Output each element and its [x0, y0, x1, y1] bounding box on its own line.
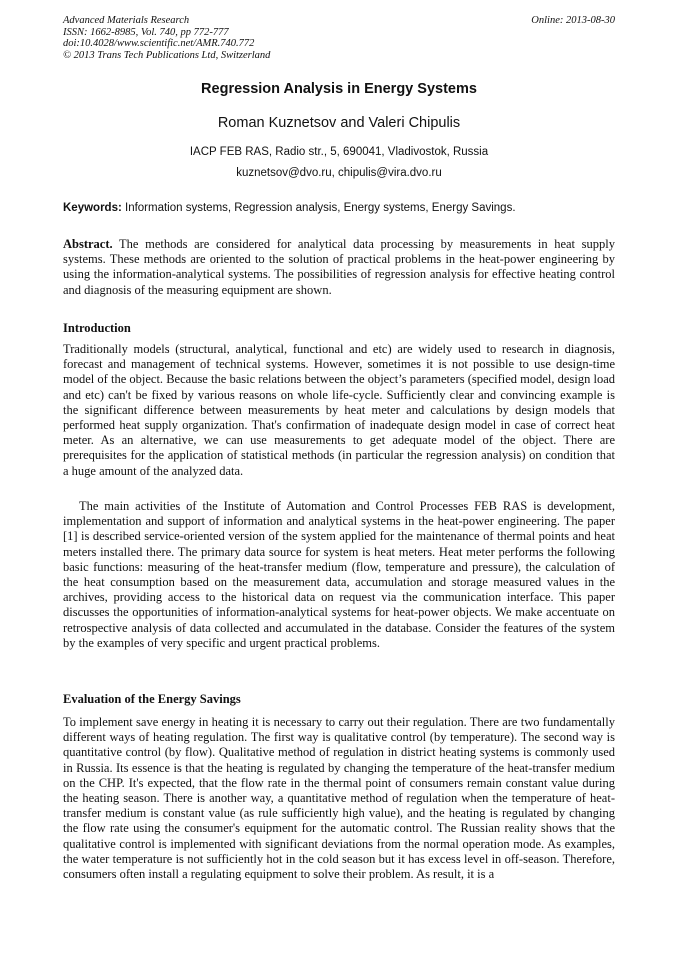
abstract-label: Abstract.: [63, 237, 113, 251]
introduction-paragraph-2: The main activities of the Institute of Automation and Control Processes FEB RAS is development, implementation and support of information and analytical systems in the heat-power engineering. The paper [1] is described service-oriented version of the system applied for the maintenance of thermal points and heat meters installed there. The primary data source for system is heat meters. Heat meter performs the following basic functions: measuring of the heat-transfer medium (flow, temperature and pressure), the calculation of the heat consumption based on the measurement data, accumulation and storage measured values in the archives, providing access to the historical data on request via the communication interface. This paper discusses the opportunities of information-analytical systems for heat-power objects. We make accentuate on retrospective analysis of data collected and accumulated in the database. Consider the features of the system by the examples of very specific and urgent practical problems.: [63, 499, 615, 650]
section-heading-evaluation: Evaluation of the Energy Savings: [63, 692, 241, 706]
abstract-text: The methods are considered for analytical data processing by measurements in heat supply systems. These methods are oriented to the solution of practical problems in the heat-power engineering by using the information-analytical systems. The possibilities of regression analysis for effective heating control and diagnosis of the measuring equipment are shown.: [63, 237, 615, 297]
introduction-paragraph-1: Traditionally models (structural, analytical, functional and etc) are widely used to research in diagnosis, forecast and management of technical systems. However, sometimes it is not possible to use design-time model of the object. Because the basic relations between the object’s parameters (specified model, design load and etc) can't be fixed by various reasons on whole life-cycle. Sufficiently clear and convincing example is the significant difference between measurements by heat meter and calculations by design models that performed heat supply organization. That's confirmation of inadequate design model in case of correct heat meter. As an alternative, we can use measurements to get adequate model of the object. There are prerequisites for the application of statistical methods (in particular the regression analysis) on condition that a huge amount of the analyzed data.: [63, 342, 615, 478]
keywords-label: Keywords:: [63, 202, 122, 214]
keywords-text: Information systems, Regression analysis, Energy systems, Energy Savings.: [125, 202, 516, 214]
keywords: [63, 202, 615, 214]
section-heading-introduction: Introduction: [63, 321, 131, 335]
issn-line: ISSN: 1662-8985, Vol. 740, pp 772-777: [63, 26, 229, 38]
authors: Roman Kuznetsov and Valeri Chipulis: [217, 115, 461, 131]
paper-title: Regression Analysis in Energy Systems: [201, 81, 477, 97]
page-header: [63, 15, 615, 61]
online-date: Online: 2013-08-30: [531, 15, 615, 26]
evaluation-paragraph-1: To implement save energy in heating it is necessary to carry out their regulation. There are two fundamentally different ways of heating regulation. The first way is qualitative control (by temperature). The second way is quantitative control (by flow). Qualitative method of regulation in district heating systems is commonly used in Russia. Its essence is that the heating is regulated by changing the temperature of the heat-transfer medium on the CHP. It's expected, that the flow rate in the thermal point of consumers remain constant value during the heating season. There is another way, a quantitative method of regulation when the temperature of heat-transfer medium is constant value (as rule sufficiently high value), and the heating is regulated by changing the flow rate using the consumer's equipment for the automatic control. The Russian reality shows that the qualitative control is implemented with significant deviations from the normal operation mode. As examples, the water temperature is not sufficiently hot in the cold season but it has excess level in off-season. Therefore, consumers often install a regulating equipment to solve their problem. As result, it is a: [63, 715, 615, 882]
author-emails: kuznetsov@dvo.ru, chipulis@vira.dvo.ru: [236, 167, 442, 179]
abstract: [63, 237, 615, 298]
copyright-line: © 2013 Trans Tech Publications Ltd, Switzerland: [63, 49, 271, 61]
journal-name: Advanced Materials Research: [63, 15, 190, 26]
doi-line: doi:10.4028/www.scientific.net/AMR.740.772: [63, 38, 255, 49]
affiliation: IACP FEB RAS, Radio str., 5, 690041, Vladivostok, Russia: [189, 146, 489, 158]
